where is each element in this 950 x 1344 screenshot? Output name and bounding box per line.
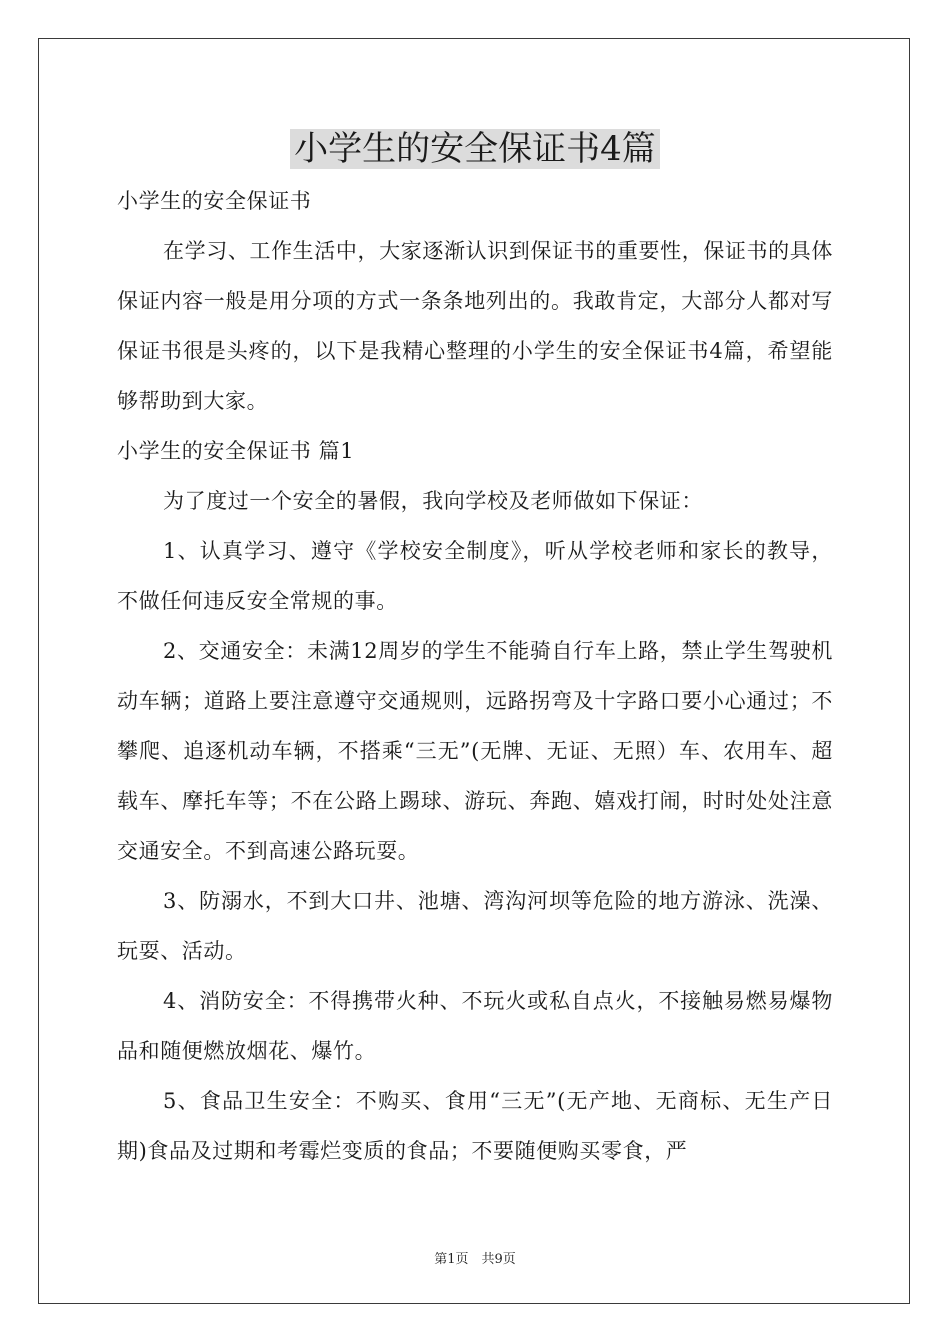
body-paragraph: 5、食品卫生安全：不购买、食用“三无”(无产地、无商标、无生产日期)食品及过期和考霉烂变质的食品；不要随便购买零食，严 — [117, 1089, 833, 1163]
body-paragraph: 3、防溺水，不到大口井、池塘、湾沟河坝等危险的地方游泳、洗澡、玩耍、活动。 — [117, 889, 833, 963]
body-paragraph: 为了度过一个安全的暑假，我向学校及老师做如下保证： — [163, 489, 703, 513]
section-heading: 小学生的安全保证书 篇1 — [117, 439, 355, 463]
body-paragraph: 2、交通安全：未满12周岁的学生不能骑自行车上路，禁止学生驾驶机动车辆；道路上要注意遵守交通规则，远路拐弯及十字路口要小心通过；不攀爬、追逐机动车辆，不搭乘“三无”(无牌、无证、无照）车、农用车、超载车、摩托车等；不在公路上踢球、游玩、奔跑、嬉戏打闹，时时处处注意交通安全。不到高速公路玩耍。 — [117, 639, 833, 863]
intro-paragraph: 在学习、工作生活中，大家逐渐认识到保证书的重要性，保证书的具体保证内容一般是用分项的方式一条条地列出的。我敢肯定，大部分人都对写保证书很是头疼的，以下是我精心整理的小学生的安全保证书4篇，希望能够帮助到大家。 — [117, 239, 833, 413]
body-paragraph: 4、消防安全：不得携带火种、不玩火或私自点火，不接触易燃易爆物品和随便燃放烟花、爆竹。 — [117, 989, 833, 1063]
document-body — [117, 176, 833, 1176]
section-heading: 小学生的安全保证书 — [117, 189, 312, 213]
document-title: 小学生的安全保证书4篇 — [0, 124, 950, 174]
body-paragraph: 1、认真学习、遵守《学校安全制度》，听从学校老师和家长的教导，不做任何违反安全常规的事。 — [117, 539, 833, 613]
page-footer: 第1页 共9页 — [434, 1252, 516, 1267]
